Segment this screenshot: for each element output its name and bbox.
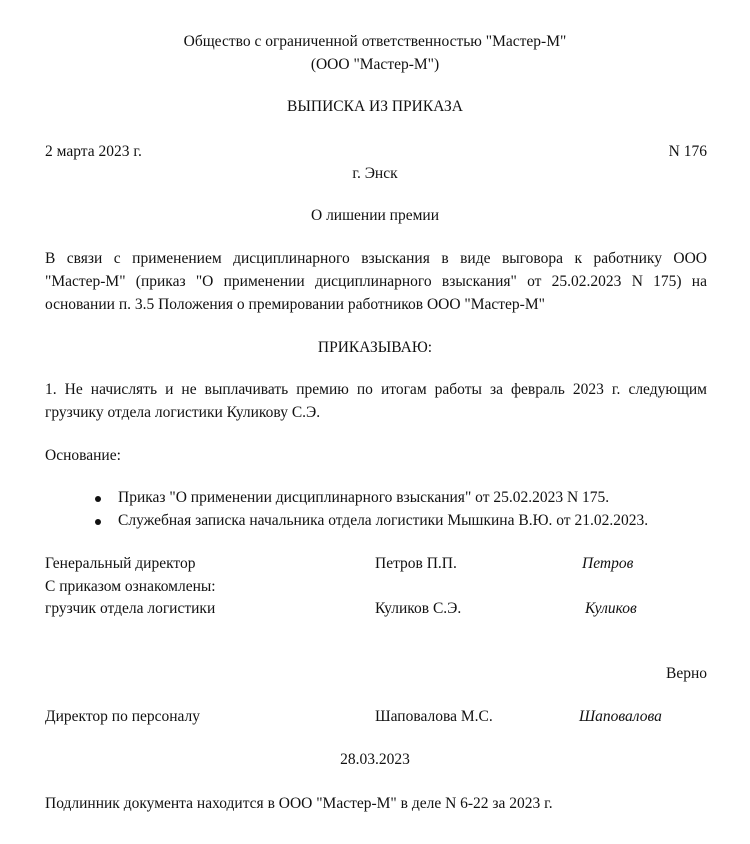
order-item-1-line-1: 1. Не начислять и не выплачивать премию по итогам работы за февраль 2023 г. следующим <box>45 381 707 398</box>
order-word: ПРИКАЗЫВАЮ: <box>317 339 433 356</box>
footer-note: Подлинник документа находится в ООО "Мастер-М" в деле N 6-22 за 2023 г. <box>45 795 553 812</box>
org-full-name: Общество с ограниченной ответственностью "Мастер-М" <box>183 33 567 50</box>
order-city: г. Энск <box>352 165 398 182</box>
preamble-line-1: В связи с применением дисциплинарного взыскания в виде выговора к работнику ООО <box>45 250 707 267</box>
director-title: Генеральный директор <box>45 555 196 572</box>
document-title: ВЫПИСКА ИЗ ПРИКАЗА <box>287 98 463 115</box>
preamble-line-3: основании п. 3.5 Положения о премировании работников ООО "Мастер-М" <box>45 296 545 313</box>
director-name: Петров П.П. <box>375 555 457 572</box>
basis-label: Основание: <box>45 447 121 464</box>
order-item-1-line-2: грузчику отдела логистики Куликову С.Э. <box>45 404 321 421</box>
hr-director-name: Шаповалова М.С. <box>375 708 493 725</box>
director-signature: Петров <box>582 555 634 572</box>
hr-director-signature: Шаповалова <box>579 708 662 725</box>
certification-date: 28.03.2023 <box>340 751 410 768</box>
order-number: N 176 <box>668 143 707 160</box>
bullet-icon <box>95 496 101 502</box>
verno-label: Верно <box>665 665 707 682</box>
preamble-line-2: "Мастер-М" (приказ "О применении дисциплинарного взыскания" от 25.02.2023 N 175) на <box>45 273 707 290</box>
employee-name: Куликов С.Э. <box>375 600 462 617</box>
bullet-icon <box>95 519 101 525</box>
hr-director-title: Директор по персоналу <box>45 708 201 725</box>
basis-item-2: Служебная записка начальника отдела логистики Мышкина В.Ю. от 21.02.2023. <box>118 512 649 529</box>
order-date: 2 марта 2023 г. <box>45 143 142 160</box>
order-subject: О лишении премии <box>311 207 439 224</box>
employee-signature: Куликов <box>585 600 637 617</box>
employee-title: грузчик отдела логистики <box>45 600 216 617</box>
acquainted-label: С приказом ознакомлены: <box>45 578 216 595</box>
basis-item-1: Приказ "О применении дисциплинарного взыскания" от 25.02.2023 N 175. <box>118 489 610 506</box>
org-short-name: (ООО "Мастер-М") <box>310 56 440 73</box>
